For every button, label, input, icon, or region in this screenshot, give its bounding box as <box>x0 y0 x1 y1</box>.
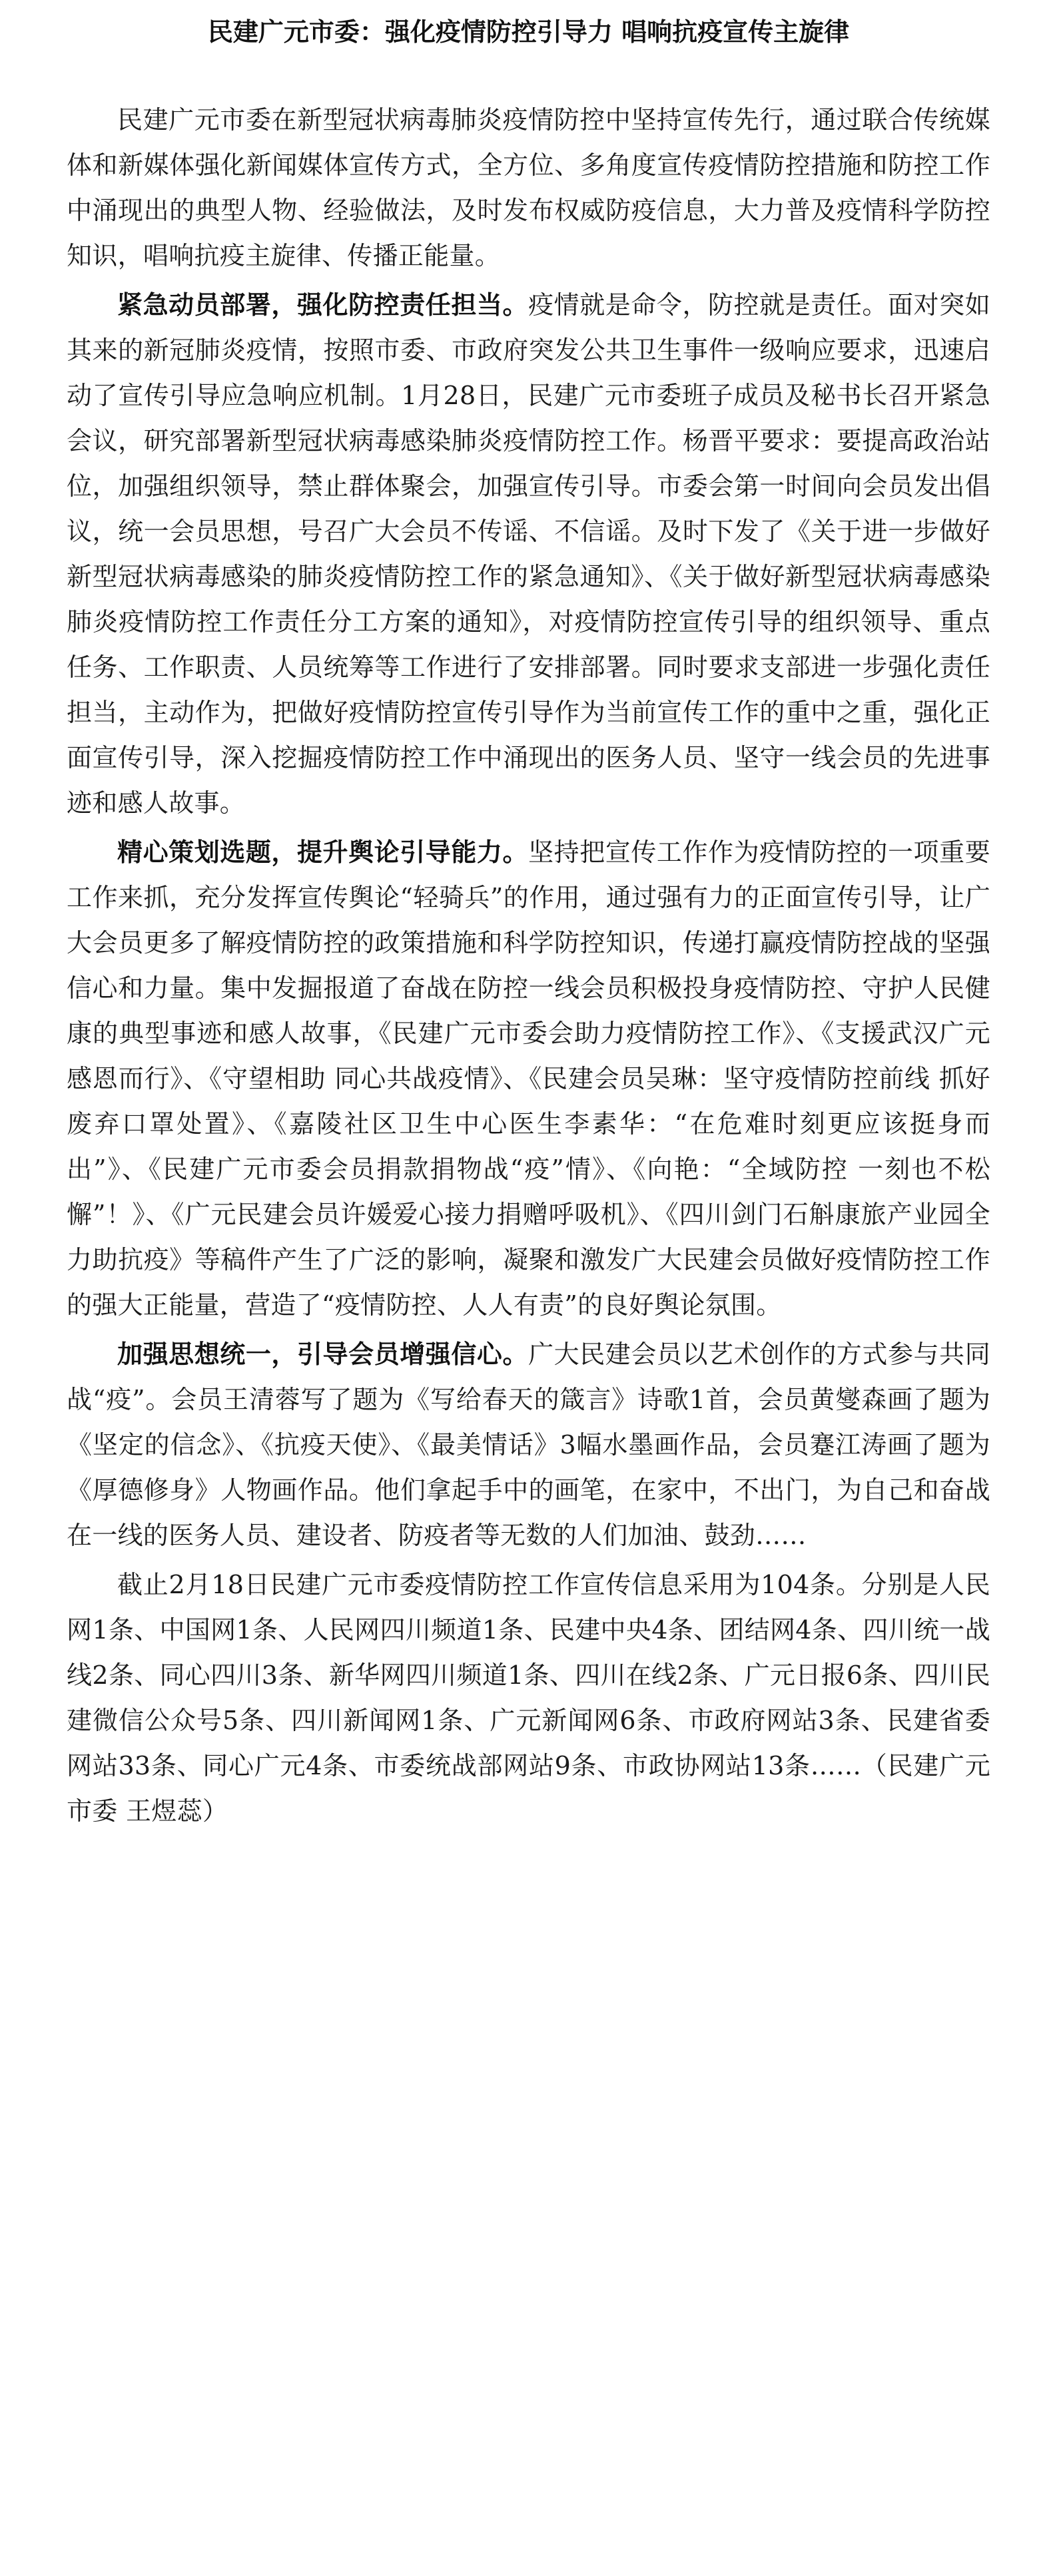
paragraph-text: 广大民建会员以艺术创作的方式参与共同战“疫”。会员王清蓉写了题为《写给春天的箴言》诗歌1首，会员黄燮森画了题为《坚定的信念》、《抗疫天使》、《最美情话》3幅水墨画作品，会员蹇江涛画了题为《厚德修身》人物画作品。他们拿起手中的画笔，在家中，不出门，为自己和奋战在一线的医务人员、建设者、防疫者等无数的人们加油、鼓劲…… <box>67 1340 990 1550</box>
paragraph-lead: 紧急动员部署，强化防控责任担当。 <box>117 290 529 320</box>
article-body <box>67 97 990 1834</box>
paragraph-text: 坚持把宣传工作作为疫情防控的一项重要工作来抓，充分发挥宣传舆论“轻骑兵”的作用，通过强有力的正面宣传引导，让广大会员更多了解疫情防控的政策措施和科学防控知识，传递打赢疫情防控战的坚强信心和力量。集中发掘报道了奋战在防控一线会员积极投身疫情防控、守护人民健康的典型事迹和感人故事，《民建广元市委会助力疫情防控工作》、《支援武汉广元感恩而行》、《守望相助 同心共战疫情》、《民建会员吴琳：坚守疫情防控前线 抓好废弃口罩处置》、《嘉陵社区卫生中心医生李素华：“在危难时刻更应该挺身而出”》、《民建广元市委会员捐款捐物战“疫”情》、《向艳：“全域防控 一刻也不松懈”！》、《广元民建会员许媛爱心接力捐赠呼吸机》、《四川剑门石斛康旅产业园全力助抗疫》等稿件产生了广泛的影响，凝聚和激发广大民建会员做好疫情防控工作的强大正能量，营造了“疫情防控、人人有责”的良好舆论氛围。 <box>67 838 990 1320</box>
paragraph-lead: 精心策划选题，提升舆论引导能力。 <box>117 837 529 867</box>
paragraph-statistics <box>67 1562 990 1834</box>
article-title: 民建广元市委：强化疫情防控引导力 唱响抗疫宣传主旋律 <box>207 17 850 47</box>
paragraph-lead: 加强思想统一，引导会员增强信心。 <box>117 1339 529 1369</box>
paragraph-confidence <box>67 1332 990 1558</box>
paragraph-text: 疫情就是命令，防控就是责任。面对突如其来的新冠肺炎疫情，按照市委、市政府突发公共卫生事件一级响应要求，迅速启动了宣传引导应急响应机制。1月28日，民建广元市委班子成员及秘书长召开紧急会议，研究部署新型冠状病毒感染肺炎疫情防控工作。杨晋平要求：要提高政治站位，加强组织领导，禁止群体聚会，加强宣传引导。市委会第一时间向会员发出倡议，统一会员思想，号召广大会员不传谣、不信谣。及时下发了《关于进一步做好新型冠状病毒感染的肺炎疫情防控工作的紧急通知》、《关于做好新型冠状病毒感染肺炎疫情防控工作责任分工方案的通知》，对疫情防控宣传引导的组织领导、重点任务、工作职责、人员统筹等工作进行了安排部署。同时要求支部进一步强化责任担当，主动作为，把做好疫情防控宣传引导作为当前宣传工作的重中之重，强化正面宣传引导，深入挖掘疫情防控工作中涌现出的医务人员、坚守一线会员的先进事迹和感人故事。 <box>67 290 990 818</box>
paragraph-topics <box>67 830 990 1328</box>
paragraph-text: 截止2月18日民建广元市委疫情防控工作宣传信息采用为104条。分别是人民网1条、中国网1条、人民网四川频道1条、民建中央4条、团结网4条、四川统一战线2条、同心四川3条、新华网四川频道1条、四川在线2条、广元日报6条、四川民建微信公众号5条、四川新闻网1条、广元新闻网6条、市政府网站3条、民建省委网站33条、同心广元4条、市委统战部网站9条、市政协网站13条……（民建广元市委 王煜蕊） <box>67 1570 990 1826</box>
paragraph-text: 民建广元市委在新型冠状病毒肺炎疫情防控中坚持宣传先行，通过联合传统媒体和新媒体强化新闻媒体宣传方式，全方位、多角度宣传疫情防控措施和防控工作中涌现出的典型人物、经验做法，及时发布权威防疫信息，大力普及疫情科学防控知识，唱响抗疫主旋律、传播正能量。 <box>67 105 990 270</box>
paragraph-mobilization <box>67 282 990 826</box>
paragraph-intro <box>67 97 990 278</box>
